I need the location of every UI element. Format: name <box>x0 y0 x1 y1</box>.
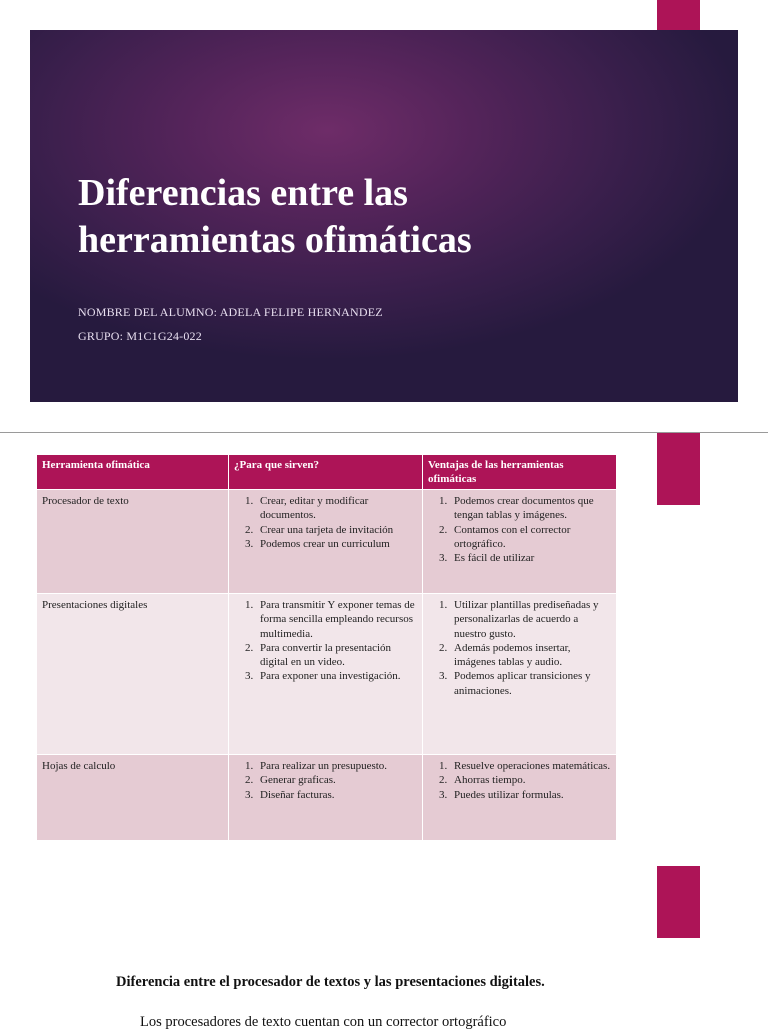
header-tool: Herramienta ofimática <box>37 455 229 490</box>
list-item: 2. Para convertir la presentación digital en un video. <box>256 641 417 670</box>
slide-divider <box>0 432 768 433</box>
list-item: 1. Utilizar plantillas prediseñadas y personalizarlas de acuerdo a nuestro gusto. <box>450 598 611 641</box>
list-item: 2. Ahorras tiempo. <box>450 773 611 787</box>
slide-title-line2: herramientas ofimáticas <box>78 219 472 261</box>
list-item: 2. Generar graficas. <box>256 773 417 787</box>
header-uses: ¿Para que sirven? <box>229 455 423 490</box>
tool-cell: Procesador de texto <box>37 490 229 594</box>
list-item: 1. Para transmitir Y exponer temas de forma sencilla empleando recursos multimedia. <box>256 598 417 641</box>
table-row <box>37 755 617 841</box>
list-item: 3. Podemos crear un curriculum <box>256 537 417 551</box>
tool-cell: Hojas de calculo <box>37 755 229 841</box>
list-item: 3. Puedes utilizar formulas. <box>450 788 611 802</box>
list-item: 3. Podemos aplicar transiciones y animaciones. <box>450 669 611 698</box>
table-row <box>37 594 617 755</box>
section-heading: Diferencia entre el procesador de textos y las presentaciones digitales. <box>116 974 545 990</box>
slide-title <box>78 170 678 264</box>
group-label: GRUPO: M1C1G24-022 <box>78 329 202 343</box>
list-item: 2. Además podemos insertar, imágenes tablas y audio. <box>450 641 611 670</box>
list-item: 2. Contamos con el corrector ortográfico. <box>450 523 611 552</box>
uses-list <box>234 598 417 684</box>
table-row <box>37 490 617 594</box>
advantages-list <box>428 598 611 698</box>
list-item: 1. Para realizar un presupuesto. <box>256 759 417 773</box>
uses-list <box>234 759 417 802</box>
advantages-list <box>428 494 611 565</box>
list-item: 1. Crear, editar y modificar documentos. <box>256 494 417 523</box>
advantages-cell <box>423 755 617 841</box>
accent-bar-slide2 <box>657 433 700 505</box>
advantages-cell <box>423 594 617 755</box>
tool-cell: Presentaciones digitales <box>37 594 229 755</box>
list-item: 1. Podemos crear documentos que tengan tablas y imágenes. <box>450 494 611 523</box>
comparison-table <box>36 454 617 841</box>
advantages-list <box>428 759 611 802</box>
section-body-text: Los procesadores de texto cuentan con un corrector ortográfico <box>140 1014 507 1030</box>
slide-title-line1: Diferencias entre las <box>78 172 408 214</box>
uses-list <box>234 494 417 551</box>
header-advantages: Ventajas de las herramientas ofimáticas <box>423 455 617 490</box>
advantages-cell <box>423 490 617 594</box>
list-item: 3. Diseñar facturas. <box>256 788 417 802</box>
uses-cell <box>229 594 423 755</box>
uses-cell <box>229 755 423 841</box>
list-item: 3. Es fácil de utilizar <box>450 551 611 565</box>
list-item: 2. Crear una tarjeta de invitación <box>256 523 417 537</box>
list-item: 1. Resuelve operaciones matemáticas. <box>450 759 611 773</box>
student-name: NOMBRE DEL ALUMNO: ADELA FELIPE HERNANDEZ <box>78 305 383 319</box>
uses-cell <box>229 490 423 594</box>
list-item: 3. Para exponer una investigación. <box>256 669 417 683</box>
title-slide <box>30 30 738 402</box>
accent-bar-slide3 <box>657 866 700 938</box>
